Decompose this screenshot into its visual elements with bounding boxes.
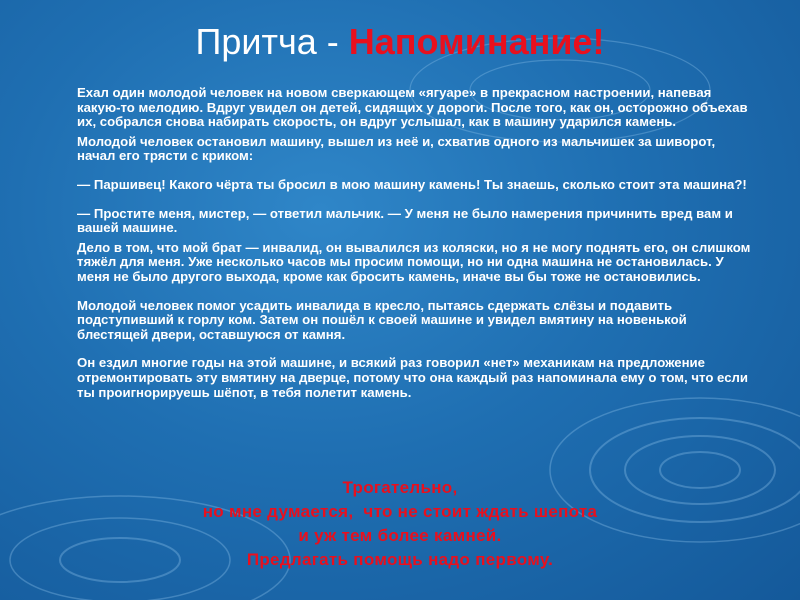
paragraph: Молодой человек остановил машину, вышел из неё и, схватив одного из мальчишек за шиворот, начал его трясти с криком: [77, 133, 716, 164]
paragraph: — Простите меня, мистер, — ответил мальчик. — У меня не было намерения причинить вред вам и вашей машине. [77, 205, 733, 236]
paragraph: Молодой человек помог усадить инвалида в кресло, пытаясь сдержать слёзы и подавить подступивший к горлу ком. Затем он пошёл к своей машине и увидел вмятину на новенькой блестящей двери, оставшуюся от камня. [77, 297, 687, 342]
slide-title [0, 20, 800, 64]
paragraph: Он ездил многие годы на этой машине, и всякий раз говорил «нет» механикам на предложение отремонтировать эту вмятину на дверце, потому что она каждый раз напоминала ему о том, что если ты проигнорируешь шёпот, в тебя полетит камень. [77, 355, 749, 400]
closing-line: но мне думается, что не стоит ждать шепота [202, 502, 598, 521]
paragraph: Ехал один молодой человек на новом сверкающем «ягуаре» в прекрасном настроении, напевая какую-то мелодию. Вдруг увидел он детей, сидящих у дороги. После того, как он, осторожно объехав их, собрался снова набирать скорость, он вдруг услышал, как в машину ударился камень. [77, 85, 748, 130]
title-prefix: Притча - [195, 21, 349, 62]
paragraph: — Паршивец! Какого чёрта ты бросил в мою машину камень! Ты знаешь, сколько стоит эта машина?! [77, 176, 747, 192]
title-accent: Напоминание! [348, 21, 605, 62]
paragraph: Дело в том, что мой брат — инвалид, он вывалился из коляски, но я не могу поднять его, он слишком тяжёл для меня. Уже несколько часов мы просим помощи, но ни одна машина не остановилась. У меня не было другого выхода, кроме как бросить камень, иначе вы бы тоже не остановились. [77, 239, 751, 284]
parable-text [77, 86, 757, 405]
closing-remark [0, 476, 800, 572]
closing-line: Предлагать помощь надо первому. [246, 550, 554, 569]
closing-line: Трогательно, [342, 478, 458, 497]
closing-line: и уж тем более камней. [298, 526, 502, 545]
